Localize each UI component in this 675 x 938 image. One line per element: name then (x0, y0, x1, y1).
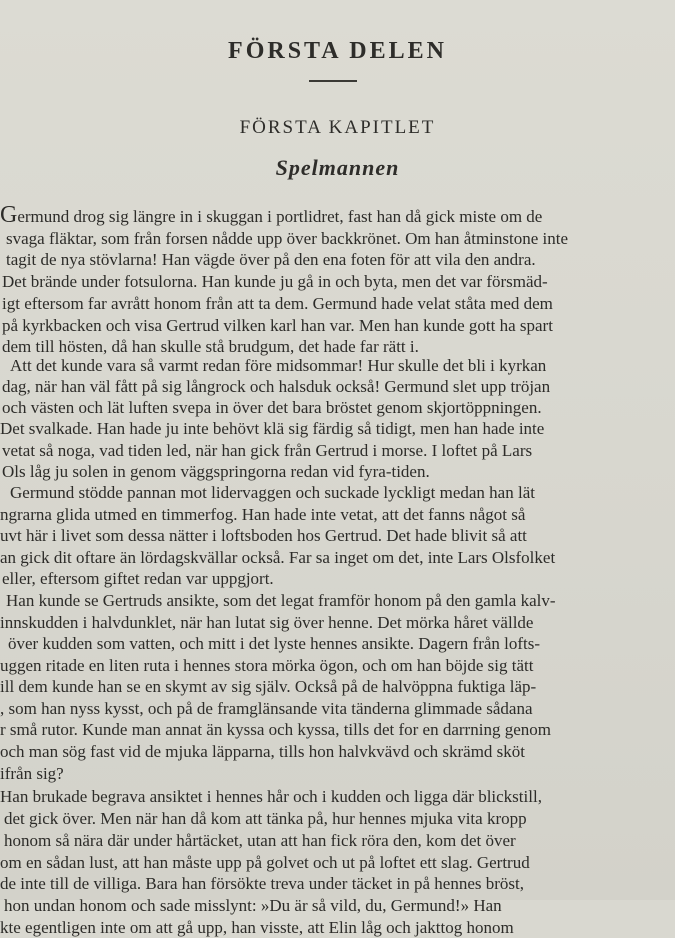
text-line: r små rutor. Kunde man annat än kyssa och kyssa, tills det for en darrning genom (0, 720, 551, 739)
text-line: Han kunde se Gertruds ansikte, som det legat framför honom på den gamla kalv- (6, 591, 556, 610)
text-line: ngrarna glida utmed en timmerfog. Han hade inte vetat, att det fanns något så (0, 505, 526, 524)
text-line: Germund stödde pannan mot lidervaggen och suckade lyckligt medan han lät (10, 483, 535, 502)
text-line: igt eftersom far avrått honom från att ta dem. Germund hade velat ståta med dem (2, 294, 553, 313)
text-line: och västen och lät luften svepa in över det bara bröstet genom skjortöppningen. (2, 398, 542, 417)
chapter-title: FÖRSTA KAPITLET (239, 117, 436, 138)
part-title: FÖRSTA DELEN (228, 38, 447, 64)
text-line: över kudden som vatten, och mitt i det lyste hennes ansikte. Dagern från lofts- (8, 634, 541, 653)
text-line: vetat så noga, vad tiden led, när han gick från Gertrud i morse. I loftet på Lars (2, 441, 533, 460)
text-line: honom så nära där under hårtäcket, utan att han fick röra den, kom det över (4, 831, 516, 850)
text-line: an gick dit oftare än lördagskvällar också. Far sa inget om det, inte Lars Olsfolket (0, 548, 556, 567)
text-line: innskudden i halvdunklet, när han lutat sig över henne. Det mörka håret vällde (0, 613, 534, 632)
title-divider (309, 80, 357, 82)
text-line: dem till hösten, då han skulle stå brudgum, det hade far rätt i. (2, 337, 419, 356)
text-line: Germund drog sig längre in i skuggan i portlidret, fast han då gick miste om de (0, 202, 543, 228)
text-line: uvt här i livet som dessa nätter i loftsboden hos Gertrud. Det hade blivit så att (0, 526, 527, 545)
text-line: Han brukade begrava ansiktet i hennes hår och i kudden och ligga där blickstill, (0, 787, 542, 806)
text-line: kte egentligen inte om att gå upp, han visste, att Elin låg och jakttog honom (0, 918, 514, 937)
text-line: uggen ritade en liten ruta i hennes stora mörka ögon, och om han böjde sig tätt (0, 656, 534, 675)
text-line: och man sög fast vid de mjuka läpparna, tills hon halvkvävd och skrämd sköt (0, 742, 526, 761)
text-line: ill dem kunde han se en skymt av sig själv. Också på de halvöppna fuktiga läp- (0, 677, 537, 696)
text-line: Ols låg ju solen in genom väggspringorna redan vid fyra-tiden. (2, 462, 430, 481)
text-line: , som han nyss kysst, och på de framglänsande vita tänderna glimmade sådana (0, 699, 533, 718)
text-line: om en sådan lust, att han måste upp på golvet och ut på loftet ett slag. Gertrud (0, 853, 530, 872)
text-line: eller, eftersom giftet redan var uppgjort. (2, 569, 274, 588)
text-line: tagit de nya stövlarna! Han vägde över på den ena foten för att vila den andra. (6, 250, 536, 269)
text-line: de inte till de villiga. Bara han försökte treva under täcket in på hennes bröst, (0, 874, 524, 893)
chapter-subtitle: Spelmannen (275, 155, 400, 180)
text-line: hon undan honom och sade misslynt: »Du är så vild, du, Germund!» Han (4, 896, 502, 915)
text-line: på kyrkbacken och visa Gertrud vilken karl han var. Men han kunde gott ha spart (2, 316, 553, 335)
text-line: ifrån sig? (0, 764, 64, 783)
text-line: Det brände under fotsulorna. Han kunde ju gå in och byta, men det var försmäd- (2, 272, 548, 291)
text-line: dag, när han väl fått på sig långrock och halsduk också! Germund slet upp tröjan (2, 377, 551, 396)
text-line: Det svalkade. Han hade ju inte behövt klä sig färdig så tidigt, men han hade inte (0, 419, 545, 438)
text-line: svaga fläktar, som från forsen nådde upp över backkrönet. Om han åtminstone inte (6, 229, 569, 248)
text-line: det gick över. Men när han då kom att tänka på, hur hennes mjuka vita kropp (4, 809, 527, 828)
text-line: Att det kunde vara så varmt redan före midsommar! Hur skulle det bli i kyrkan (10, 356, 547, 375)
